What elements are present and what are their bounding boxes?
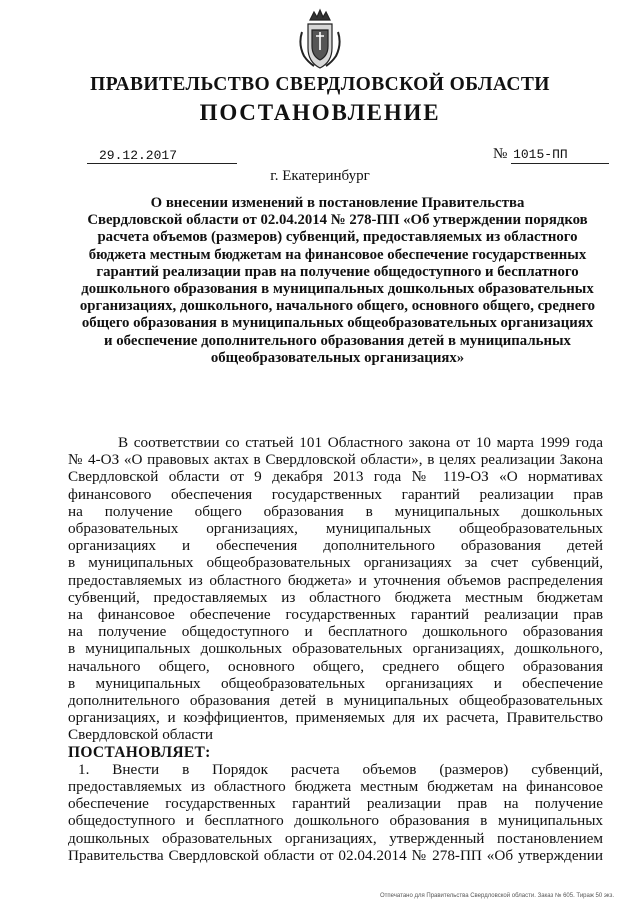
body-line: в муниципальных общеобразовательных организациях и обеспечение [68,674,603,692]
coat-of-arms-icon [298,6,342,72]
document-number [493,146,609,164]
body-line: предоставляемых из областного бюджета» и уточнения объемов распределения [68,571,603,589]
item-line: общедоступного и бесплатного дошкольного образования в муниципальных [68,812,603,830]
body-line: дополнительного образования детей в муниципальных общеобразовательных [68,692,603,710]
body-line: организациях, и коэффициентов, применяемых для их расчета, Правительство [68,709,603,727]
document-date: 29.12.2017 [87,148,237,164]
item-line: обеспечение государственных гарантий реализации прав на получение [68,795,603,813]
body-line: № 4-ОЗ «О правовых актах в Свердловской области», в целях реализации Закона [68,451,603,469]
heading-line: общеобразовательных организациях» [210,349,465,366]
document-body [68,434,603,864]
document-heading [60,195,615,367]
item-line: предоставляемых из областного бюджета местным бюджетам на финансовое [68,778,603,796]
body-line: на получение общего образования в муниципальных дошкольных [68,502,603,520]
government-title: ПРАВИТЕЛЬСТВО СВЕРДЛОВСКОЙ ОБЛАСТИ [90,74,550,95]
heading-line: организациях, дошкольного, начального общего, основного общего, среднего [79,298,596,315]
body-line: организациях и обеспечения дополнительного образования детей [68,537,603,555]
body-line: на получение общедоступного и бесплатного дошкольного образования [68,623,603,641]
heading-line: общего образования в муниципальных общеобразовательных организациях [81,315,594,332]
body-line: на финансовое обеспечение государственных гарантий реализации прав [68,606,603,624]
document-type: ПОСТАНОВЛЕНИЕ [199,100,441,125]
body-line: образовательных организациях, муниципальных общеобразовательных [68,520,603,538]
heading-line: и обеспечение дополнительного образования детей в муниципальных [104,332,571,349]
item-line: Правительства Свердловской области от 02.04.2014 № 278-ПП «Об утверждении [68,846,603,864]
body-line: субвенций, предоставляемых из областного бюджета местным бюджетам [68,588,603,606]
heading-line: дошкольного образования в муниципальных дошкольных образовательных [81,281,594,298]
body-line: начального общего, основного общего, среднего общего образования [68,657,603,675]
resolves-heading: ПОСТАНОВЛЯЕТ: [68,743,211,761]
heading-line: Свердловской области от 02.04.2014 № 278-ПП «Об утверждении порядков [87,212,588,229]
city: г. Екатеринбург [270,168,370,184]
number-value: 1015-ПП [511,146,609,164]
body-line: в муниципальных общеобразовательных организациях за счет субвенций, [68,554,603,572]
body-line: финансового обеспечения государственных гарантий реализации прав [68,485,603,503]
body-line: Свердловской области от 9 декабря 2013 года № 119-ОЗ «О нормативах [68,468,603,486]
print-footer: Отпечатано для Правительства Свердловской области. Заказ № 605. Тираж 50 экз. [380,893,615,899]
body-line: в муниципальных дошкольных образовательных организациях, дошкольного, [68,640,603,658]
heading-line: О внесении изменений в постановление Правительства [150,195,525,211]
heading-line: бюджета местным бюджетам на финансовое обеспечение государственных [88,246,587,263]
item-line: дошкольных образовательных организациях, утвержденный постановлением [68,829,603,847]
body-line: Свердловской области [68,726,213,744]
number-label: № [493,146,508,162]
item-line: 1. Внести в Порядок расчета объемов (размеров) субвенций, [78,760,603,778]
body-line: В соответствии со статьей 101 Областного закона от 10 марта 1999 года [118,434,603,451]
heading-line: расчета объемов (размеров) субвенций, предоставляемых из областного [97,229,578,246]
heading-line: гарантий реализации прав на получение общедоступного и бесплатного [96,263,579,280]
